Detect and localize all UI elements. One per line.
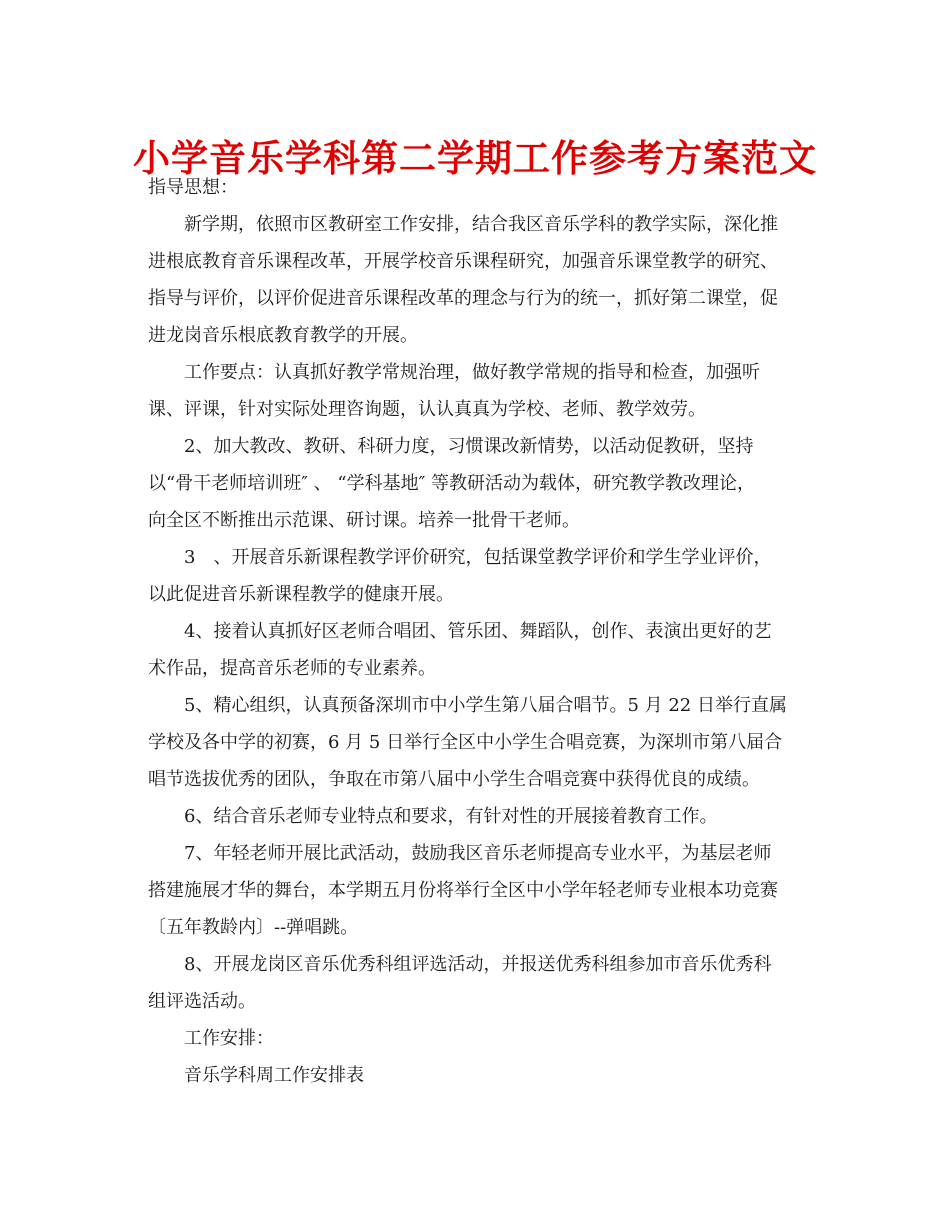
paragraph-line: 6、结合音乐老师专业特点和要求，有针对性的开展接着教育工作。 [184, 806, 718, 827]
paragraph-line: 唱节选拔优秀的团队，争取在市第八届中小学生合唱竞赛中获得优良的成绩。 [148, 769, 760, 790]
paragraph-line: 2、加大教改、教研、科研力度，习惯课改新情势，以活动促教研，坚持 [184, 436, 754, 457]
paragraph-line: 3 、开展音乐新课程教学评价研究，包括课堂教学评价和学生学业评价， [184, 547, 772, 568]
paragraph-line: 以“骨干老师培训班″ 、 “学科基地″ 等教研活动为载体，研究教学教改理论， [148, 473, 756, 494]
paragraph-line: 4、接着认真抓好区老师合唱团、管乐团、舞蹈队，创作、表演出更好的艺 [184, 621, 772, 642]
paragraph-line: 7、年轻老师开展比武活动，鼓励我区音乐老师提高专业水平，为基层老师 [184, 843, 772, 864]
paragraph-line: 搭建施展才华的舞台，本学期五月份将举行全区中小学年轻老师专业根本功竞赛 [148, 880, 778, 901]
paragraph-line: 课、评课，针对实际处理咨询题，认认真真为学校、老师、教学效劳。 [148, 399, 706, 420]
section-heading: 工作安排： [184, 1028, 274, 1049]
paragraph-line: 组评选活动。 [148, 991, 256, 1012]
paragraph-line: 〔五年教龄内〕--弹唱跳。 [148, 917, 359, 938]
paragraph-line: 新学期，依照市区教研室工作安排，结合我区音乐学科的教学实际，深化推 [184, 214, 778, 235]
paragraph-line: 8、开展龙岗区音乐优秀科组评选活动，并报送优秀科组参加市音乐优秀科 [184, 954, 772, 975]
paragraph-line: 5、精心组织，认真预备深圳市中小学生第八届合唱节。5 月 22 日举行直属 [184, 695, 787, 716]
paragraph-line: 以此促进音乐新课程教学的健康开展。 [148, 584, 454, 605]
paragraph-line: 学校及各中学的初赛，6 月 5 日举行全区中小学生合唱竞赛，为深圳市第八届合 [148, 732, 783, 753]
document-title: 小学音乐学科第二学期工作参考方案范文 [133, 137, 817, 180]
paragraph-line: 术作品，提高音乐老师的专业素养。 [148, 658, 436, 679]
paragraph-line: 向全区不断推出示范课、研讨课。培养一批骨干老师。 [148, 510, 580, 531]
paragraph-line: 指导思想： [148, 177, 238, 198]
paragraph-line: 进根底教育音乐课程改革，开展学校音乐课程研究，加强音乐课堂教学的研究、 [148, 251, 778, 272]
table-caption: 音乐学科周工作安排表 [184, 1065, 364, 1086]
paragraph-line: 工作要点：认真抓好教学常规治理，做好教学常规的指导和检查，加强听 [184, 362, 760, 383]
paragraph-line: 指导与评价，以评价促进音乐课程改革的理念与行为的统一，抓好第二课堂，促 [148, 288, 778, 309]
paragraph-line: 进龙岗音乐根底教育教学的开展。 [148, 325, 418, 346]
